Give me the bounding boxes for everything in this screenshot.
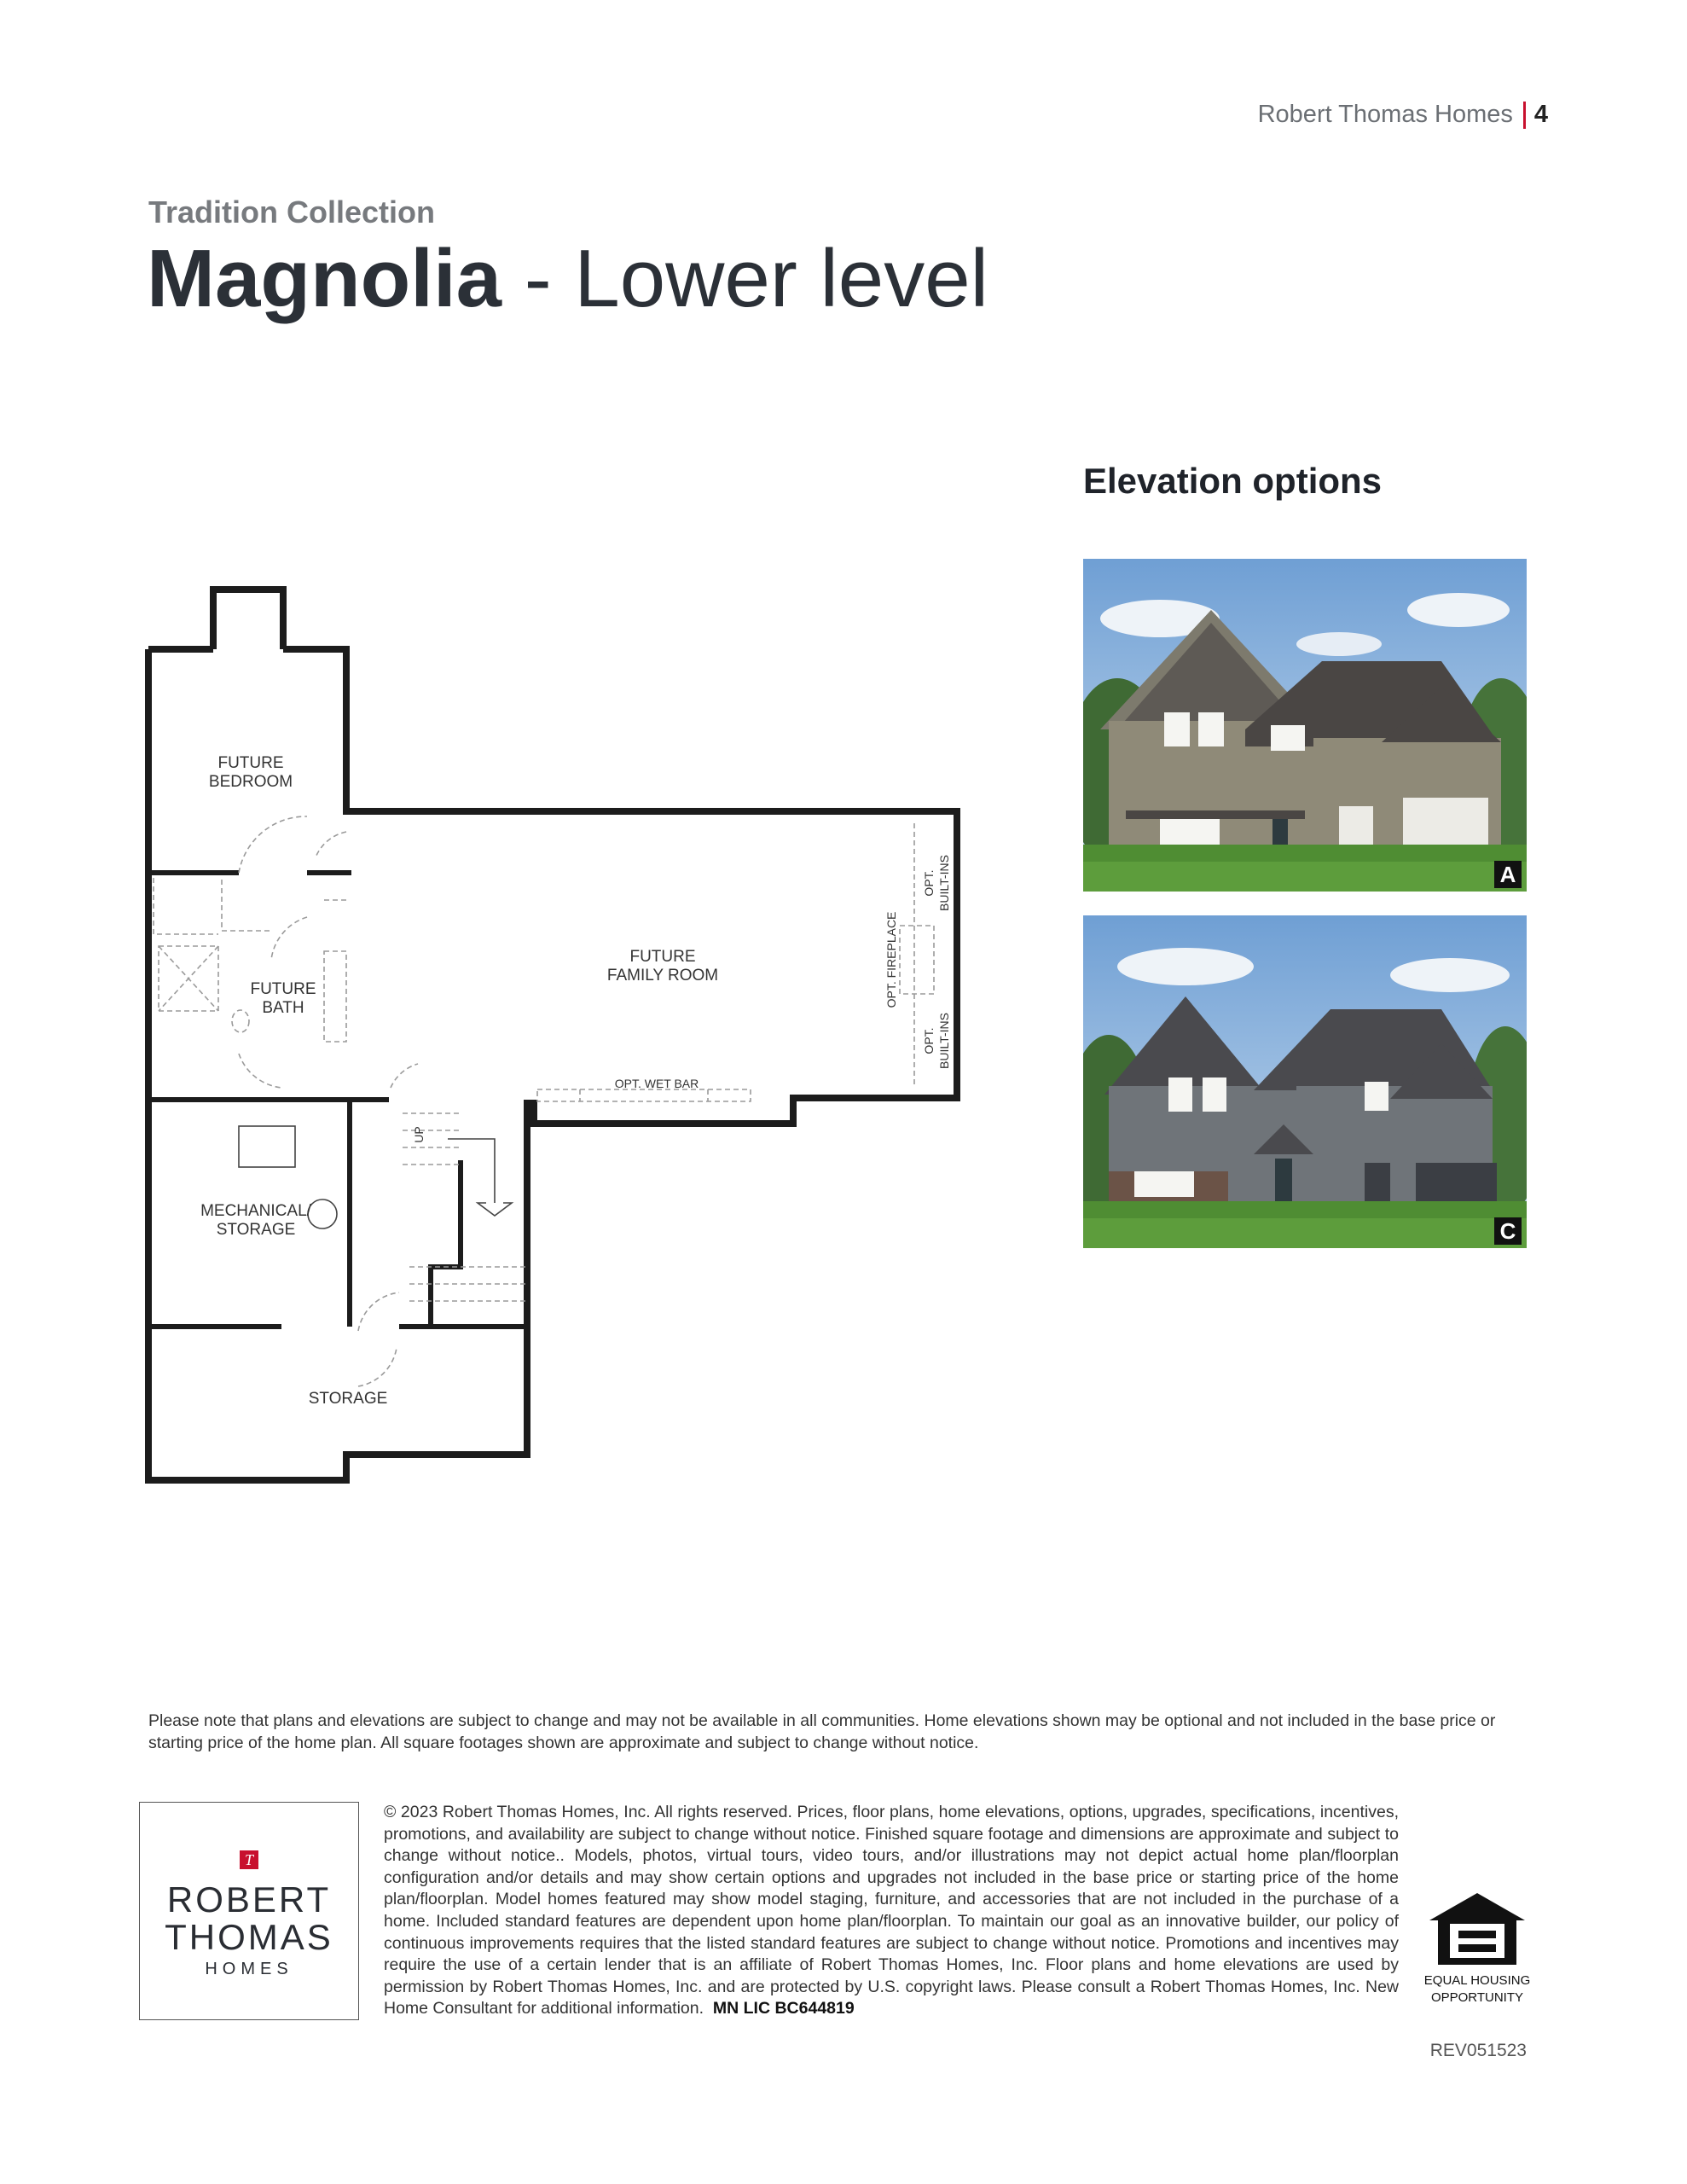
equal-housing-icon bbox=[1424, 1890, 1530, 1966]
floor-plan-drawing bbox=[136, 576, 972, 1497]
company-logo bbox=[139, 1802, 359, 2020]
floor-plan bbox=[136, 576, 972, 1497]
mechanical-unit bbox=[239, 1126, 295, 1167]
elevation-label: C bbox=[1494, 1217, 1522, 1245]
fireplace-label: OPT. FIREPLACE bbox=[884, 911, 898, 1008]
equal-housing-logo bbox=[1423, 1890, 1532, 2005]
title-separator: - bbox=[501, 233, 575, 324]
legal-body: © 2023 Robert Thomas Homes, Inc. All rights reserved. Prices, floor plans, home elevations, options, upgrades, specifications, incentives, promotions, and availability are subject to change without notice. Finished square footage and dimensions are approximate and subject to change without notice.. Models, photos, virtual tours, video tours, and/or illustrations may not depict actual home plan/floorplan configuration and/or details and may show certain options and upgrades not included in the base price or starting price of the home plan/floorplan. Model homes featured may show model staging, furniture, and accessories that are not included in the purchase of a home. Included standard features are dependent upon home plan/floorplan. To maintain our goal as an innovative builder, our policy of continuous improvements requires that the listed standard features are subject to change without notice. Promotions and incentives may require the use of a certain lender that is an affiliate of Robert Thomas Homes, Inc. Floor plans and home elevations are used by permission by Robert Thomas Homes, Inc. and are protected by U.S. copyright laws. Please consult a Robert Thomas Homes, Inc. New Home Consultant for additional information. bbox=[384, 1803, 1399, 2018]
logo-line: THOMAS bbox=[165, 1917, 333, 1957]
builtins-label: BUILT-INS bbox=[937, 1013, 951, 1069]
builtins-label: OPT. bbox=[922, 869, 936, 897]
room-label: FUTURE bbox=[217, 754, 284, 772]
page-number: 4 bbox=[1533, 101, 1548, 128]
equal-housing-label: EQUAL HOUSING bbox=[1423, 1973, 1531, 1988]
builtins-label: OPT. bbox=[922, 1027, 936, 1054]
room-label: BEDROOM bbox=[208, 773, 293, 791]
disclaimer-text: Please note that plans and elevations are subject to change and may not be available in all communities. Home elevations shown may be optional and not included in the base price or starting price of the home plan. All square footages shown are approximate and subject to change without notice. bbox=[148, 1711, 1496, 1752]
builtins-label: BUILT-INS bbox=[937, 855, 951, 911]
water-heater bbox=[308, 1199, 337, 1228]
level-name: Lower level bbox=[574, 233, 988, 324]
room-label: MECHANICAL/ bbox=[200, 1202, 311, 1220]
revision-code: REV051523 bbox=[1429, 2041, 1527, 2060]
logo-mark-icon: T bbox=[240, 1850, 258, 1869]
elevation-image-c bbox=[1083, 915, 1527, 1248]
legal-text bbox=[384, 1802, 1399, 2020]
elevation-heading: Elevation options bbox=[1083, 461, 1383, 501]
header-brand bbox=[1258, 101, 1548, 129]
equal-housing-label: OPPORTUNITY bbox=[1430, 1990, 1524, 2005]
room-label: FUTURE bbox=[629, 948, 696, 966]
room-label: STORAGE bbox=[308, 1390, 388, 1408]
logo-line: ROBERT bbox=[166, 1879, 332, 1920]
elevation-image-a bbox=[1083, 559, 1527, 892]
room-label: BATH bbox=[262, 999, 304, 1017]
plan-name: Magnolia bbox=[147, 233, 502, 324]
room-label: FUTURE bbox=[250, 980, 316, 998]
collection-name: Tradition Collection bbox=[148, 195, 436, 229]
room-label: FAMILY ROOM bbox=[606, 967, 719, 985]
logo-line: HOMES bbox=[205, 1960, 293, 1978]
header-divider bbox=[1523, 102, 1526, 129]
room-label: STORAGE bbox=[216, 1221, 296, 1239]
brand-name: Robert Thomas Homes bbox=[1257, 101, 1513, 128]
page-title bbox=[147, 232, 988, 326]
wet-bar-label: OPT. WET BAR bbox=[614, 1077, 699, 1090]
license-number: MN LIC BC644819 bbox=[712, 1999, 855, 2018]
elevation-label: A bbox=[1494, 861, 1522, 888]
window-well bbox=[213, 590, 283, 649]
stair-up-label: UP bbox=[412, 1126, 426, 1143]
